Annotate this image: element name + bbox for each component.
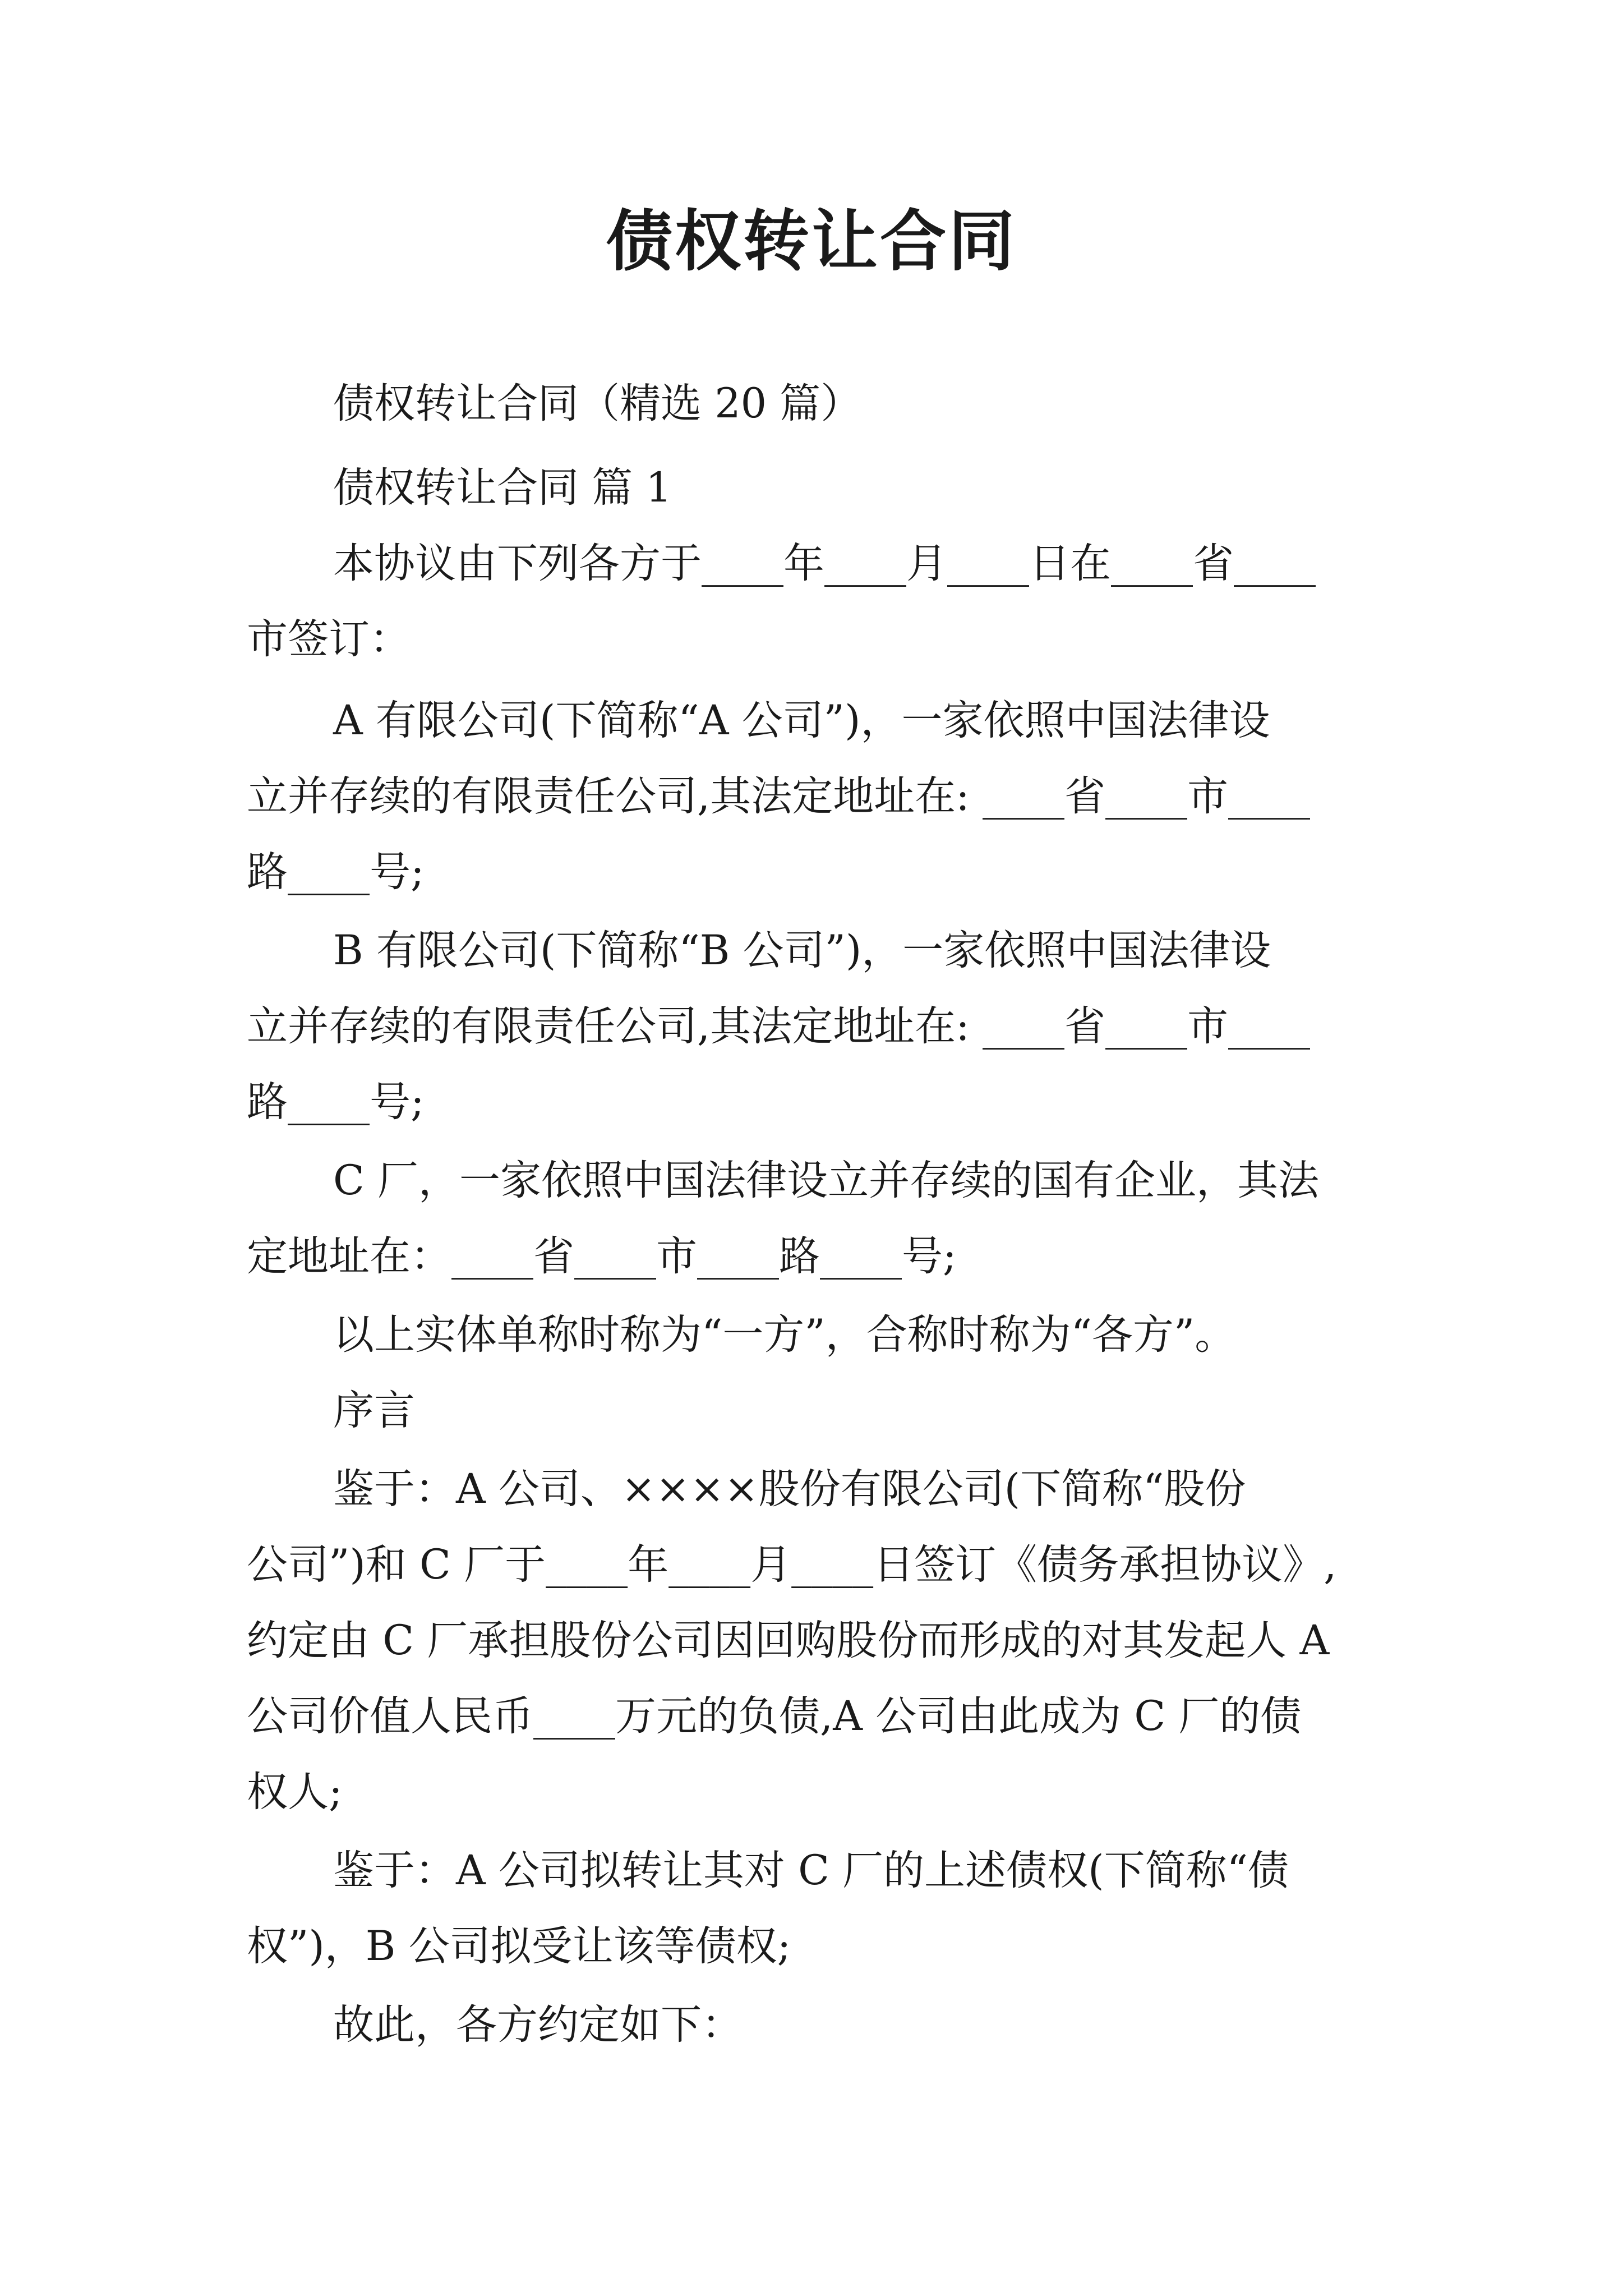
paragraph-line: 故此，各方约定如下： xyxy=(333,2001,743,2049)
paragraph-line: 路____号; xyxy=(247,848,425,896)
paragraph-line: 权人; xyxy=(247,1768,343,1816)
paragraph-line: 鉴于：A 公司拟转让其对 C 厂的上述债权(下简称“债 xyxy=(333,1847,1289,1894)
paragraph-line: 立并存续的有限责任公司,其法定地址在: ____省____市____ xyxy=(247,1002,1311,1050)
paragraph-line: 路____号; xyxy=(247,1078,425,1126)
section-heading: 序言 xyxy=(333,1387,415,1434)
paragraph-line: A 有限公司(下简称“A 公司”)，一家依照中国法律设 xyxy=(333,697,1270,744)
paragraph-line: 权”)，B 公司拟受让该等债权; xyxy=(247,1922,791,1970)
paragraph-line: 约定由 C 厂承担股份公司因回购股份而形成的对其发起人 A xyxy=(247,1617,1330,1664)
paragraph-line: B 有限公司(下简称“B 公司”)，一家依照中国法律设 xyxy=(333,927,1271,974)
subtitle-line: 债权转让合同（精选 20 篇） xyxy=(333,380,862,427)
paragraph-line: 本协议由下列各方于____年____月____日在____省____ xyxy=(333,540,1316,587)
document-title: 债权转让合同 xyxy=(606,202,1017,280)
paragraph-line: 以上实体单称时称为“一方”，合称时称为“各方”。 xyxy=(333,1311,1236,1359)
paragraph-line: C 厂，一家依照中国法律设立并存续的国有企业，其法 xyxy=(333,1157,1320,1204)
section-heading: 债权转让合同 篇 1 xyxy=(333,464,672,512)
paragraph-line: 鉴于：A 公司、××××股份有限公司(下简称“股份 xyxy=(333,1465,1246,1513)
paragraph-line: 公司价值人民币____万元的负债,A 公司由此成为 C 厂的债 xyxy=(247,1692,1302,1740)
paragraph-line: 立并存续的有限责任公司,其法定地址在: ____省____市____ xyxy=(247,772,1311,820)
paragraph-line: 公司”)和 C 厂于____年____月____日签订《债务承担协议》, xyxy=(247,1541,1337,1589)
paragraph-line: 定地址在：____省____市____路____号; xyxy=(247,1232,957,1280)
paragraph-line: 市签订： xyxy=(247,615,411,663)
